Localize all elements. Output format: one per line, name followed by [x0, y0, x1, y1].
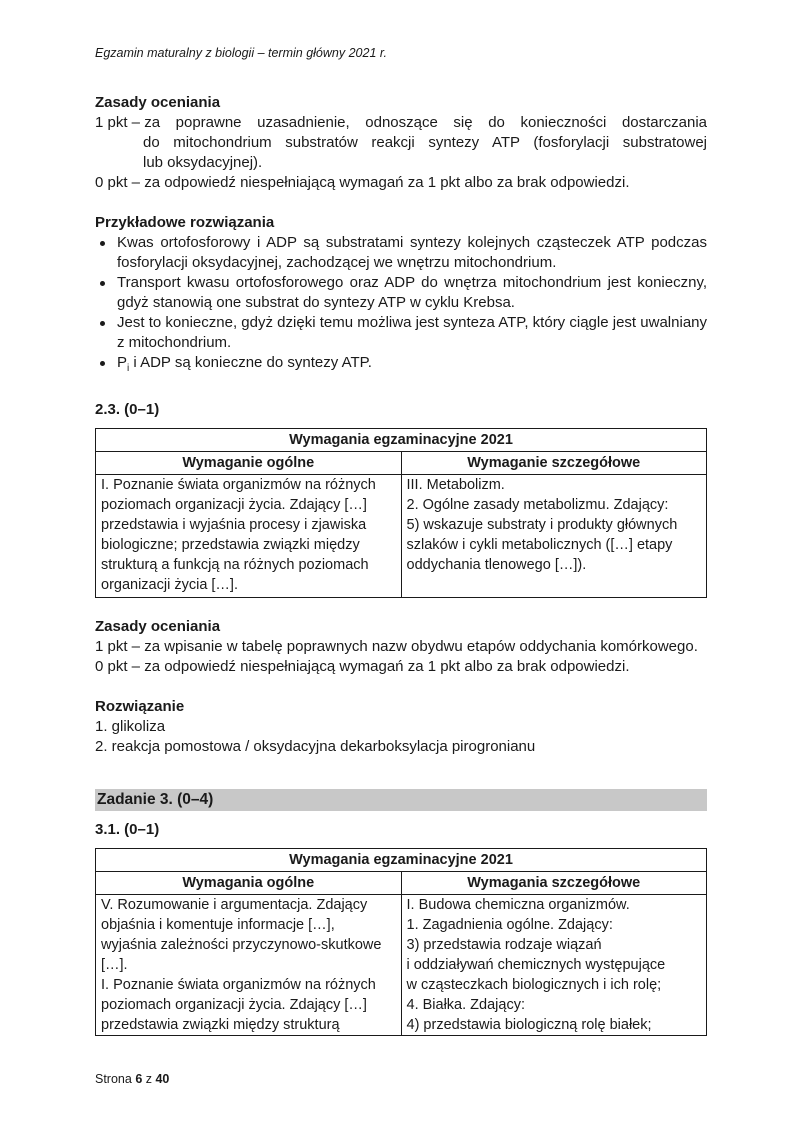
table-title: Wymagania egzaminacyjne 2021	[96, 849, 707, 872]
general-requirement-cell: I. Poznanie świata organizmów na różnych poziomach organizacji życia. Zdający […] przedstawia i wyjaśnia procesy i zjawiska biologiczne; przedstawia związki między strukturą a funkcją na różnych poziomach organizacji życia […].	[96, 475, 402, 598]
page-footer: Strona 6 z 40	[95, 1072, 170, 1086]
scoring-1pkt-cont: do mitochondrium substratów reakcji syntezy ATP (fosforylacji substratowej	[143, 134, 707, 151]
scoring-1pkt-cont2: lub oksydacyjnej).	[143, 154, 263, 171]
scoring-0pkt: 0 pkt – za odpowiedź niespełniającą wymagań za 1 pkt albo za brak odpowiedzi.	[95, 174, 630, 191]
scoring-rules-heading-2-3: Zasady oceniania	[95, 618, 221, 635]
table-col-detailed: Wymagania szczegółowe	[401, 872, 707, 895]
page-total: 40	[155, 1072, 170, 1086]
table-col-detailed: Wymaganie szczegółowe	[401, 452, 707, 475]
scoring-0pkt-2-3: 0 pkt – za odpowiedź niespełniającą wymagań za 1 pkt albo za brak odpowiedzi.	[95, 658, 630, 675]
detailed-requirement-cell: III. Metabolizm. 2. Ogólne zasady metabolizmu. Zdający: 5) wskazuje substraty i produkty głównych szlaków i cykli metabolicznych ([…] etapy oddychania tlenowego […]).	[401, 475, 707, 598]
requirements-table-2-3	[95, 428, 707, 598]
page-header: Egzamin maturalny z biologii – termin główny 2021 r.	[95, 46, 388, 60]
example-item: $P_i$ i ADP są konieczne do syntezy ATP.	[95, 353, 707, 379]
solution-heading: Rozwiązanie	[95, 698, 185, 715]
scoring-1pkt-label: 1 pkt –	[95, 114, 145, 131]
general-requirement-cell: V. Rozumowanie i argumentacja. Zdający objaśnia i komentuje informacje […], wyjaśnia zależności przyczynowo-skutkowe […]. I. Poznanie świata organizmów na różnych poziomach organizacji życia. Zdający […] przedstawia związki między strukturą	[96, 895, 402, 1036]
scoring-1pkt-text: za poprawne uzasadnienie, odnoszące się do konieczności dostarczania	[144, 114, 707, 131]
examples-list	[95, 233, 707, 379]
table-col-general: Wymaganie ogólne	[96, 452, 402, 475]
task-3-bar: Zadanie 3. (0–4)	[95, 789, 707, 811]
detailed-requirement-cell: I. Budowa chemiczna organizmów. 1. Zagadnienia ogólne. Zdający: 3) przedstawia rodzaje wiązań i oddziaływań chemicznych występujące w cząsteczkach biologicznych i ich rolę; 4. Białka. Zdający: 4) przedstawia biologiczną rolę białek;	[401, 895, 707, 1036]
task-2-3-heading: 2.3. (0–1)	[95, 401, 160, 418]
scoring-rules-heading: Zasady oceniania	[95, 94, 221, 111]
page-content	[95, 92, 707, 1036]
task-3-1-heading: 3.1. (0–1)	[95, 821, 160, 838]
table-col-general: Wymagania ogólne	[96, 872, 402, 895]
example-item: Transport kwasu ortofosforowego oraz ADP do wnętrza mitochondrium jest konieczny, gdyż stanowią one substrat do syntezy ATP w cyklu Krebsa.	[95, 273, 707, 313]
requirements-table-3-1	[95, 848, 707, 1036]
solution-item-2: 2. reakcja pomostowa / oksydacyjna dekarboksylacja pirogronianu	[95, 738, 536, 755]
scoring-1pkt	[95, 113, 707, 133]
example-item: Jest to konieczne, gdyż dzięki temu możliwa jest synteza ATP, który ciągle jest uwalniany z mitochondrium.	[95, 313, 707, 353]
examples-heading: Przykładowe rozwiązania	[95, 214, 275, 231]
example-item: Kwas ortofosforowy i ADP są substratami syntezy kolejnych cząsteczek ATP podczas fosforylacji oksydacyjnej, zachodzącej we wnętrzu mitochondrium.	[95, 233, 707, 273]
page-number: 6	[135, 1072, 143, 1086]
table-title: Wymagania egzaminacyjne 2021	[96, 429, 707, 452]
solution-item-1: 1. glikoliza	[95, 718, 166, 735]
scoring-1pkt-2-3: 1 pkt – za wpisanie w tabelę poprawnych nazw obydwu etapów oddychania komórkowego.	[95, 638, 698, 655]
